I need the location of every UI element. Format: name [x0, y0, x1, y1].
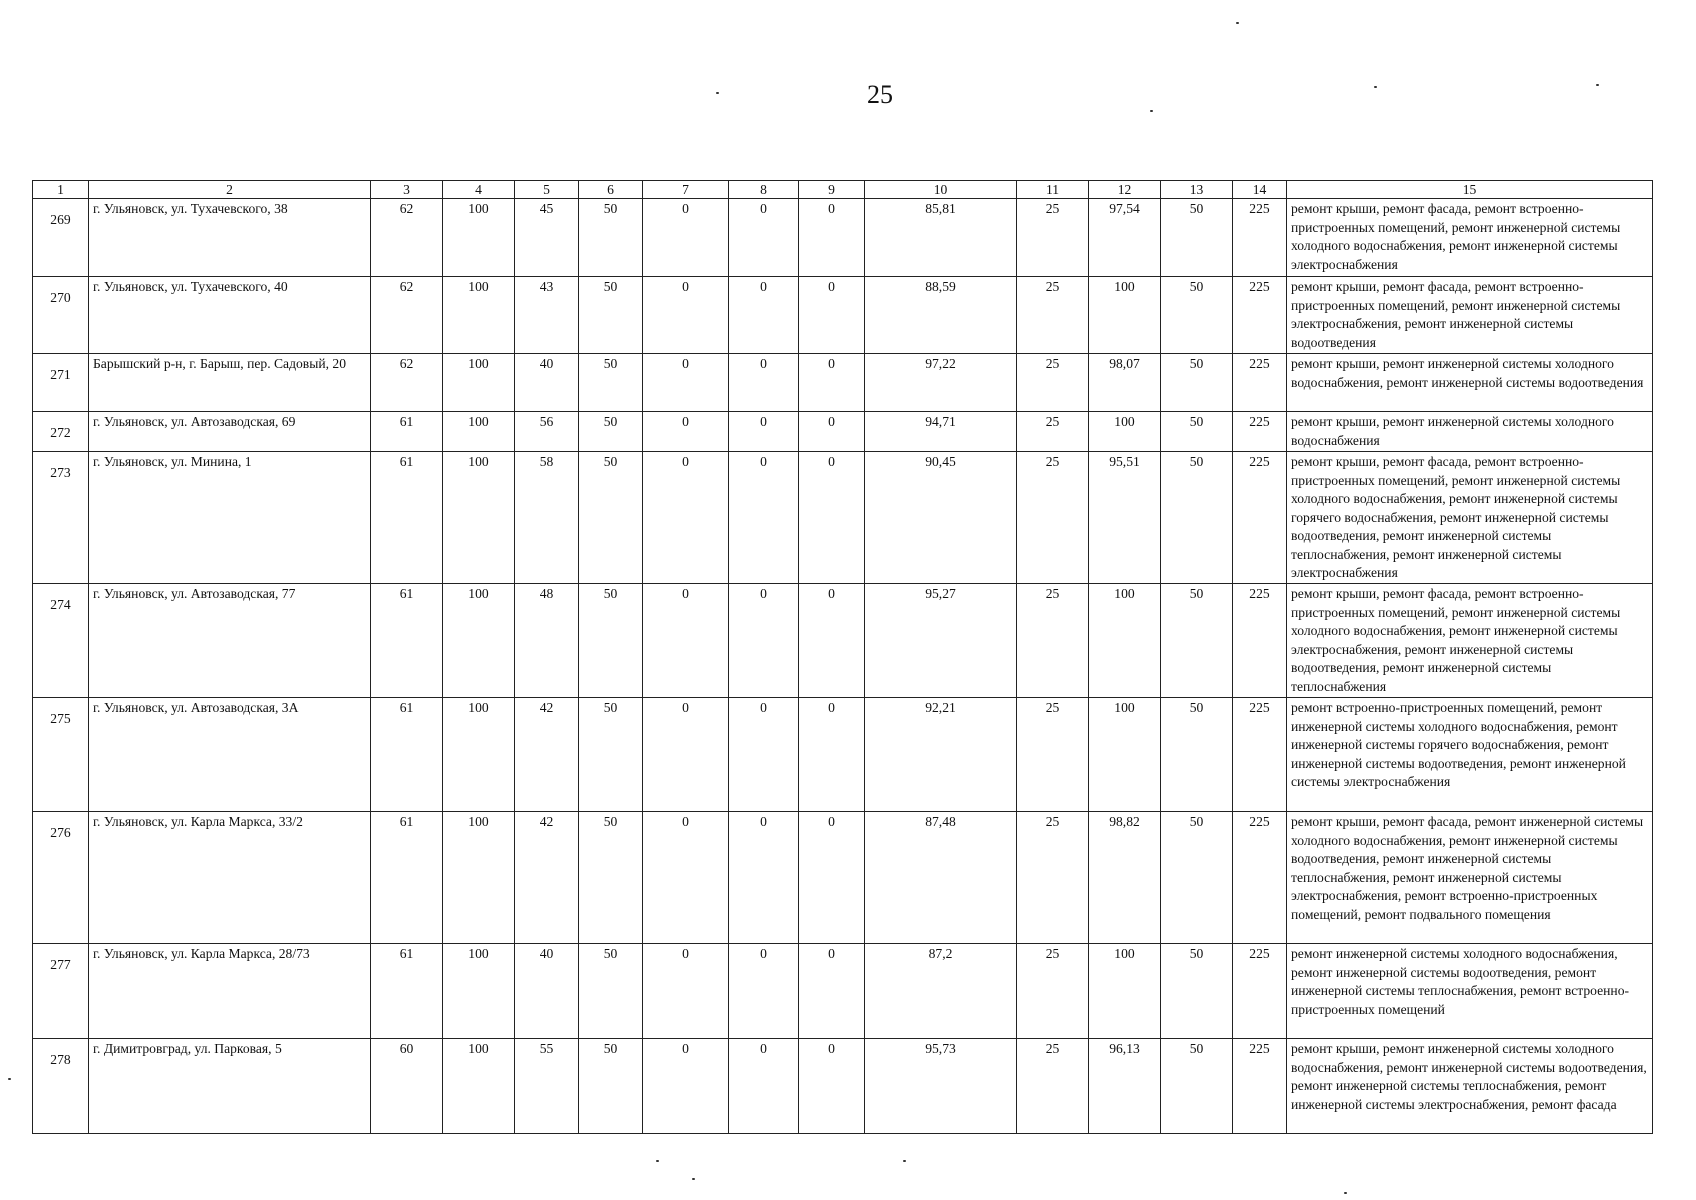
cell: 50	[1161, 199, 1233, 277]
cell: 50	[1161, 452, 1233, 584]
cell: 50	[1161, 584, 1233, 698]
cell: 50	[1161, 354, 1233, 412]
cell: 0	[799, 698, 865, 812]
cell: 60	[371, 1039, 443, 1134]
row-works: ремонт крыши, ремонт инженерной системы холодного водоснабжения, ремонт инженерной системы водоотведения	[1287, 354, 1653, 412]
cell: 0	[799, 354, 865, 412]
cell: 62	[371, 354, 443, 412]
cell: 61	[371, 452, 443, 584]
table-row	[33, 412, 1653, 452]
scan-speck	[692, 1178, 695, 1180]
scan-speck	[1344, 1192, 1347, 1194]
cell: 100	[443, 812, 515, 944]
row-address: г. Ульяновск, ул. Автозаводская, 77	[89, 584, 371, 698]
cell: 43	[515, 277, 579, 354]
cell: 25	[1017, 354, 1089, 412]
scan-speck	[903, 1160, 906, 1162]
cell: 0	[643, 698, 729, 812]
row-works: ремонт крыши, ремонт инженерной системы холодного водоснабжения, ремонт инженерной системы водоотведения, ремонт инженерной системы теплоснабжения, ремонт инженерной системы электроснабжения, ремонт фасада	[1287, 1039, 1653, 1134]
cell: 98,82	[1089, 812, 1161, 944]
cell: 50	[579, 1039, 643, 1134]
cell: 50	[579, 698, 643, 812]
cell: 97,54	[1089, 199, 1161, 277]
table-row	[33, 354, 1653, 412]
scan-speck	[1150, 110, 1153, 112]
cell: 42	[515, 698, 579, 812]
row-number: 278	[33, 1039, 89, 1134]
cell: 0	[643, 354, 729, 412]
cell: 100	[1089, 412, 1161, 452]
cell: 0	[799, 199, 865, 277]
cell: 0	[799, 812, 865, 944]
cell: 0	[799, 277, 865, 354]
column-header: 7	[643, 181, 729, 199]
table-row	[33, 944, 1653, 1039]
row-number: 272	[33, 412, 89, 452]
cell: 25	[1017, 944, 1089, 1039]
cell: 100	[1089, 698, 1161, 812]
table-row	[33, 199, 1653, 277]
cell: 0	[643, 452, 729, 584]
cell: 0	[643, 277, 729, 354]
row-number: 271	[33, 354, 89, 412]
cell: 100	[443, 698, 515, 812]
row-works: ремонт крыши, ремонт инженерной системы холодного водоснабжения	[1287, 412, 1653, 452]
cell: 25	[1017, 277, 1089, 354]
cell: 62	[371, 199, 443, 277]
cell: 62	[371, 277, 443, 354]
cell: 95,51	[1089, 452, 1161, 584]
row-number: 277	[33, 944, 89, 1039]
cell: 25	[1017, 199, 1089, 277]
cell: 61	[371, 944, 443, 1039]
cell: 225	[1233, 944, 1287, 1039]
cell: 42	[515, 812, 579, 944]
cell: 50	[1161, 698, 1233, 812]
cell: 0	[729, 199, 799, 277]
cell: 225	[1233, 277, 1287, 354]
column-header: 12	[1089, 181, 1161, 199]
cell: 0	[729, 698, 799, 812]
cell: 0	[643, 199, 729, 277]
cell: 92,21	[865, 698, 1017, 812]
row-number: 273	[33, 452, 89, 584]
column-header: 10	[865, 181, 1017, 199]
cell: 85,81	[865, 199, 1017, 277]
cell: 100	[1089, 584, 1161, 698]
cell: 50	[579, 944, 643, 1039]
column-header: 1	[33, 181, 89, 199]
cell: 0	[643, 412, 729, 452]
scan-speck	[656, 1160, 659, 1162]
row-address: г. Ульяновск, ул. Карла Маркса, 28/73	[89, 944, 371, 1039]
cell: 25	[1017, 812, 1089, 944]
cell: 95,27	[865, 584, 1017, 698]
cell: 100	[1089, 944, 1161, 1039]
row-works: ремонт инженерной системы холодного водоснабжения, ремонт инженерной системы водоотведения, ремонт инженерной системы теплоснабжения, ремонт встроенно-пристроенных помещений	[1287, 944, 1653, 1039]
cell: 25	[1017, 584, 1089, 698]
cell: 225	[1233, 584, 1287, 698]
cell: 0	[643, 1039, 729, 1134]
cell: 225	[1233, 812, 1287, 944]
row-address: Барышский р-н, г. Барыш, пер. Садовый, 20	[89, 354, 371, 412]
cell: 97,22	[865, 354, 1017, 412]
cell: 90,45	[865, 452, 1017, 584]
cell: 45	[515, 199, 579, 277]
column-header: 9	[799, 181, 865, 199]
cell: 0	[729, 812, 799, 944]
buildings-table	[32, 180, 1653, 1134]
row-number: 276	[33, 812, 89, 944]
cell: 61	[371, 584, 443, 698]
row-address: г. Димитровград, ул. Парковая, 5	[89, 1039, 371, 1134]
cell: 100	[443, 452, 515, 584]
cell: 0	[729, 354, 799, 412]
cell: 50	[1161, 1039, 1233, 1134]
cell: 25	[1017, 412, 1089, 452]
cell: 25	[1017, 1039, 1089, 1134]
row-number: 269	[33, 199, 89, 277]
cell: 0	[729, 944, 799, 1039]
cell: 61	[371, 412, 443, 452]
cell: 0	[799, 412, 865, 452]
row-address: г. Ульяновск, ул. Тухачевского, 40	[89, 277, 371, 354]
cell: 50	[579, 584, 643, 698]
cell: 100	[443, 584, 515, 698]
cell: 100	[443, 944, 515, 1039]
row-number: 270	[33, 277, 89, 354]
column-header: 11	[1017, 181, 1089, 199]
cell: 225	[1233, 452, 1287, 584]
row-works: ремонт крыши, ремонт фасада, ремонт встроенно-пристроенных помещений, ремонт инженерной системы холодного водоснабжения, ремонт инженерной системы горячего водоснабжения, ремонт инженерной системы водоотведения, ремонт инженерной системы теплоснабжения, ремонт инженерной системы электроснабжения	[1287, 452, 1653, 584]
cell: 100	[443, 354, 515, 412]
cell: 0	[799, 1039, 865, 1134]
row-address: г. Ульяновск, ул. Карла Маркса, 33/2	[89, 812, 371, 944]
cell: 55	[515, 1039, 579, 1134]
cell: 50	[1161, 812, 1233, 944]
cell: 50	[1161, 944, 1233, 1039]
scan-speck	[1236, 22, 1239, 24]
cell: 0	[643, 584, 729, 698]
cell: 0	[729, 1039, 799, 1134]
cell: 100	[443, 277, 515, 354]
cell: 50	[579, 199, 643, 277]
table-row	[33, 277, 1653, 354]
row-works: ремонт крыши, ремонт фасада, ремонт встроенно-пристроенных помещений, ремонт инженерной системы холодного водоснабжения, ремонт инженерной системы электроснабжения	[1287, 199, 1653, 277]
cell: 40	[515, 944, 579, 1039]
cell: 0	[729, 452, 799, 584]
column-header: 14	[1233, 181, 1287, 199]
cell: 95,73	[865, 1039, 1017, 1134]
cell: 100	[443, 412, 515, 452]
row-works: ремонт крыши, ремонт фасада, ремонт встроенно-пристроенных помещений, ремонт инженерной системы электроснабжения, ремонт инженерной системы водоотведения	[1287, 277, 1653, 354]
column-header: 4	[443, 181, 515, 199]
table-row	[33, 812, 1653, 944]
cell: 61	[371, 698, 443, 812]
cell: 40	[515, 354, 579, 412]
cell: 88,59	[865, 277, 1017, 354]
cell: 225	[1233, 1039, 1287, 1134]
column-header: 15	[1287, 181, 1653, 199]
cell: 50	[1161, 277, 1233, 354]
cell: 225	[1233, 354, 1287, 412]
cell: 87,48	[865, 812, 1017, 944]
row-number: 275	[33, 698, 89, 812]
cell: 100	[1089, 277, 1161, 354]
column-header: 8	[729, 181, 799, 199]
cell: 225	[1233, 698, 1287, 812]
cell: 0	[643, 944, 729, 1039]
row-works: ремонт крыши, ремонт фасада, ремонт встроенно-пристроенных помещений, ремонт инженерной системы холодного водоснабжения, ремонт инженерной системы электроснабжения, ремонт инженерной системы водоотведения, ремонт инженерной системы теплоснабжения	[1287, 584, 1653, 698]
cell: 50	[579, 812, 643, 944]
cell: 98,07	[1089, 354, 1161, 412]
column-header: 3	[371, 181, 443, 199]
scan-speck	[1596, 84, 1599, 86]
cell: 0	[643, 812, 729, 944]
cell: 50	[579, 412, 643, 452]
table-row	[33, 584, 1653, 698]
row-number: 274	[33, 584, 89, 698]
page-number: 25	[867, 80, 893, 109]
cell: 0	[799, 944, 865, 1039]
cell: 50	[1161, 412, 1233, 452]
cell: 87,2	[865, 944, 1017, 1039]
column-header: 5	[515, 181, 579, 199]
cell: 0	[799, 452, 865, 584]
cell: 100	[443, 1039, 515, 1134]
cell: 48	[515, 584, 579, 698]
table-row	[33, 698, 1653, 812]
table-row	[33, 1039, 1653, 1134]
row-works: ремонт встроенно-пристроенных помещений, ремонт инженерной системы холодного водоснабжения, ремонт инженерной системы горячего водоснабжения, ремонт инженерной системы водоотведения, ремонт инженерной системы электроснабжения	[1287, 698, 1653, 812]
cell: 225	[1233, 199, 1287, 277]
cell: 0	[729, 412, 799, 452]
cell: 58	[515, 452, 579, 584]
column-header: 2	[89, 181, 371, 199]
row-address: г. Ульяновск, ул. Минина, 1	[89, 452, 371, 584]
row-works: ремонт крыши, ремонт фасада, ремонт инженерной системы холодного водоснабжения, ремонт инженерной системы водоотведения, ремонт инженерной системы теплоснабжения, ремонт инженерной системы электроснабжения, ремонт встроенно-пристроенных помещений, ремонт подвального помещения	[1287, 812, 1653, 944]
table-row	[33, 452, 1653, 584]
cell: 61	[371, 812, 443, 944]
cell: 94,71	[865, 412, 1017, 452]
cell: 25	[1017, 452, 1089, 584]
cell: 25	[1017, 698, 1089, 812]
cell: 225	[1233, 412, 1287, 452]
scan-speck	[716, 92, 719, 94]
cell: 100	[443, 199, 515, 277]
scan-speck	[8, 1078, 11, 1080]
row-address: г. Ульяновск, ул. Тухачевского, 38	[89, 199, 371, 277]
column-header: 13	[1161, 181, 1233, 199]
column-header: 6	[579, 181, 643, 199]
row-address: г. Ульяновск, ул. Автозаводская, 3А	[89, 698, 371, 812]
cell: 0	[729, 277, 799, 354]
cell: 0	[729, 584, 799, 698]
scan-speck	[1374, 86, 1377, 88]
cell: 50	[579, 452, 643, 584]
row-address: г. Ульяновск, ул. Автозаводская, 69	[89, 412, 371, 452]
cell: 50	[579, 354, 643, 412]
cell: 96,13	[1089, 1039, 1161, 1134]
cell: 56	[515, 412, 579, 452]
cell: 50	[579, 277, 643, 354]
header-row	[33, 181, 1653, 199]
cell: 0	[799, 584, 865, 698]
